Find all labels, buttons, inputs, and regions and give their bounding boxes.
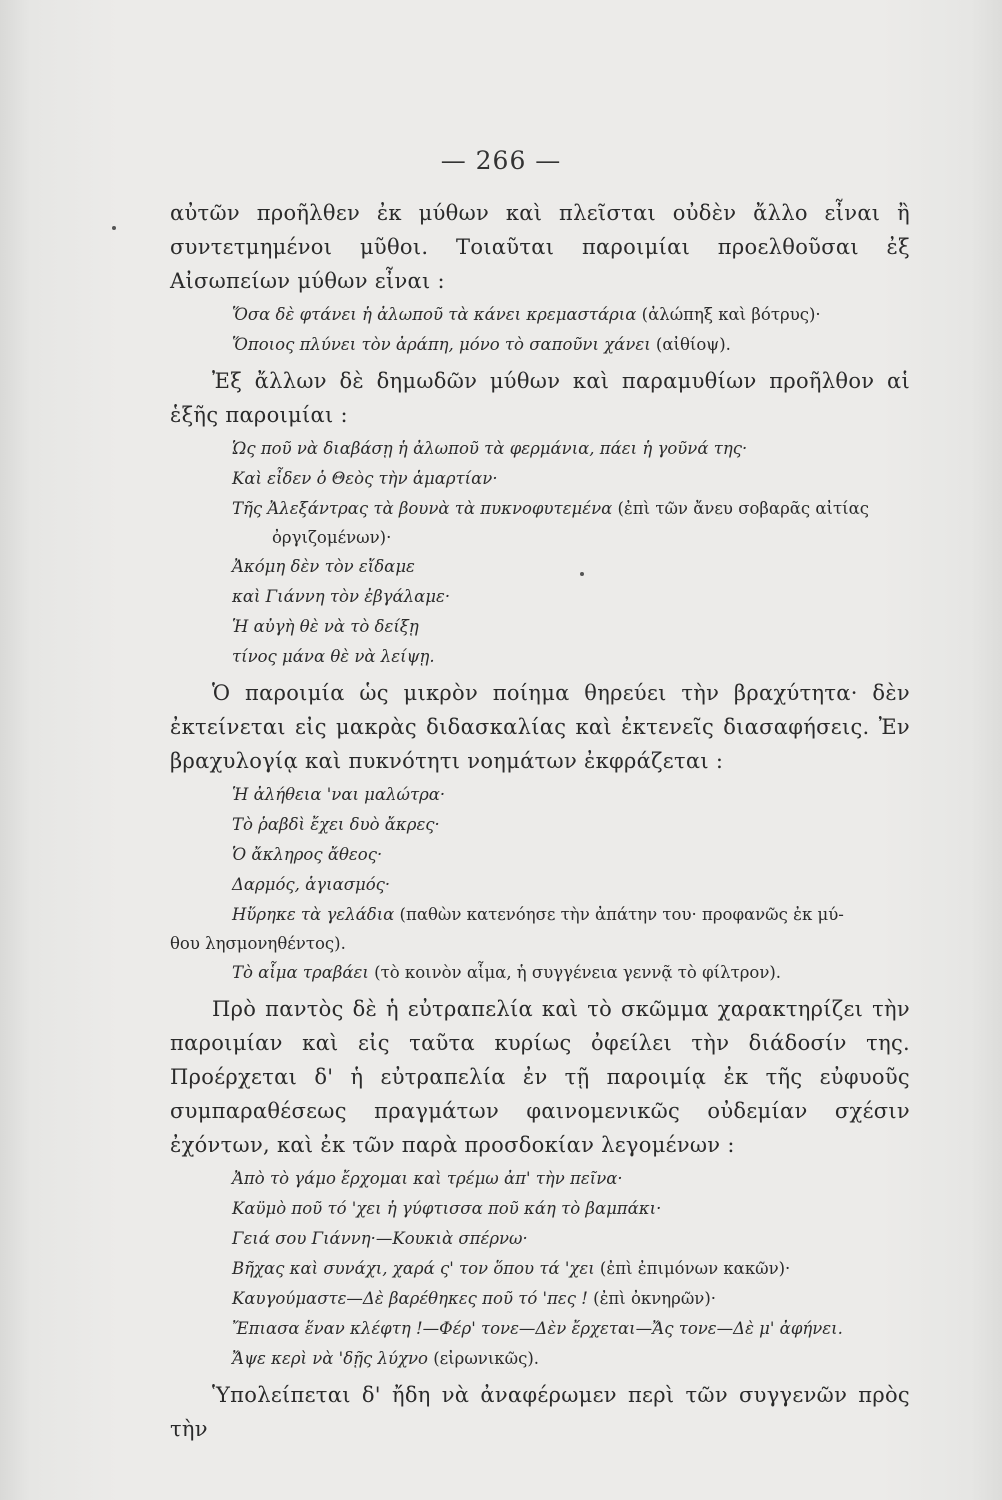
proverb-line	[232, 552, 910, 582]
proverb-note: (παθὼν κατενόησε τὴν ἀπάτην του· προφανῶς ἐκ μύ-	[394, 905, 844, 924]
proverb-line	[232, 612, 910, 642]
proverb-line	[232, 434, 910, 464]
quote-block-1	[170, 300, 910, 360]
paragraph-3: Ὁ παροιμία ὡς μικρὸν ποίημα θηρεύει τὴν βραχύτητα· δὲν ἐκτείνεται εἰς μακρὰς διδασκαλίας καὶ ἐκτενεῖς διασαφήσεις. Ἐν βραχυλογίᾳ καὶ πυκνότητι νοημάτων ἐκφράζεται :	[170, 681, 910, 773]
proverb-line	[232, 494, 910, 524]
proverb-line	[232, 330, 910, 360]
proverb-line	[232, 1224, 910, 1254]
quote-block-2	[170, 434, 910, 672]
proverb-note: (εἰρωνικῶς).	[427, 1349, 539, 1368]
proverb-text: Τὸ ῥαβδὶ ἔχει δυὸ ἄκρες·	[232, 815, 440, 834]
proverb-text: Ἀπὸ τὸ γάμο ἔρχομαι καὶ τρέμω ἀπ' τὴν πεῖνα·	[232, 1169, 623, 1188]
proverb-line	[232, 810, 910, 840]
proverb-note: (ἀλώπηξ καὶ βότρυς)·	[636, 305, 821, 324]
proverb-line	[272, 524, 910, 552]
paragraph-2: Ἐξ ἄλλων δὲ δημωδῶν μύθων καὶ παραμυθίων προῆλθον αἱ ἑξῆς παροιμίαι :	[170, 369, 910, 427]
proverb-text: Καὶ εἶδεν ὁ Θεὸς τὴν ἁμαρτίαν·	[232, 469, 498, 488]
proverb-text: Ὅποιος πλύνει τὸν ἀράπη, μόνο τὸ σαποῦνι χάνει	[232, 335, 651, 354]
proverb-text: Γειά σου Γιάννη·—Κουκιὰ σπέρνω·	[232, 1229, 528, 1248]
proverb-text: Ἄψε κερὶ νὰ 'δῇς λύχνο	[232, 1349, 428, 1368]
proverb-line	[232, 900, 910, 930]
proverb-note: θου λησμονηθέντος).	[170, 934, 346, 953]
proverb-text: Ὅσα δὲ φτάνει ἡ ἀλωποῦ τὰ κάνει κρεμαστάρια	[232, 305, 637, 324]
proverb-text: Τῆς Ἀλεξάντρας τὰ βουνὰ τὰ πυκνοφυτεμένα	[232, 499, 613, 518]
ink-speck	[112, 226, 116, 230]
proverb-text: Ἀκόμη δὲν τὸν εἴδαμε	[232, 557, 415, 576]
page-number: — 266 —	[440, 146, 562, 175]
proverb-text: Ἡ ἀλήθεια 'ναι μαλώτρα·	[232, 785, 446, 804]
proverb-line	[232, 780, 910, 810]
proverb-text: Ἡ αὐγὴ θὲ νὰ τὸ δείξῃ	[232, 617, 419, 636]
proverb-text: Τὸ αἷμα τραβάει	[232, 963, 369, 982]
proverb-line	[232, 1344, 910, 1374]
proverb-text: Ἔπιασα ἕναν κλέφτη !—Φέρ' τονε—Δὲν ἔρχεται—Ἄς τονε—Δὲ μ' ἀφήνει.	[232, 1319, 843, 1338]
proverb-line	[232, 464, 910, 494]
proverb-line	[232, 1164, 910, 1194]
proverb-note: (τὸ κοινὸν αἷμα, ἡ συγγένεια γεννᾷ τὸ φίλτρον).	[368, 963, 782, 982]
proverb-text: καὶ Γιάννη τὸν ἐβγάλαμε·	[232, 587, 451, 606]
proverb-text: Καυγούμαστε—Δὲ βαρέθηκες ποῦ τό 'πες !	[232, 1289, 588, 1308]
body-text	[170, 196, 910, 1446]
paragraph-4: Πρὸ παντὸς δὲ ἡ εὐτραπελία καὶ τὸ σκῶμμα χαρακτηρίζει τὴν παροιμίαν καὶ εἰς ταῦτα κυρίως ὀφείλει τὴν διάδοσίν της. Προέρχεται δ' ἡ εὐτραπελία ἐν τῇ παροιμίᾳ ἐκ τῆς εὐφυοῦς συμπαραθέσεως πραγμάτων φαινομενικῶς οὐδεμίαν σχέσιν ἐχόντων, καὶ ἐκ τῶν παρὰ προσδοκίαν λεγομένων :	[170, 997, 910, 1157]
proverb-line	[232, 1194, 910, 1224]
proverb-note: ὀργιζομένων)·	[272, 528, 392, 547]
proverb-line	[232, 1254, 910, 1284]
proverb-line	[232, 582, 910, 612]
proverb-text: Βῆχας καὶ συνάχι, χαρά ς' τον ὅπου τά 'χει	[232, 1259, 595, 1278]
proverb-note: (ἐπὶ τῶν ἄνευ σοβαρᾶς αἰτίας	[612, 499, 869, 518]
proverb-text: τίνος μάνα θὲ νὰ λείψῃ.	[232, 647, 435, 666]
proverb-line	[232, 1314, 910, 1344]
proverb-note: (ἐπὶ ἐπιμόνων κακῶν)·	[594, 1259, 791, 1278]
proverb-line	[232, 642, 910, 672]
proverb-line	[232, 1284, 910, 1314]
proverb-line	[232, 870, 910, 900]
proverb-line	[170, 930, 910, 958]
quote-block-3	[170, 780, 910, 988]
paragraph-5: Ὑπολείπεται δ' ἤδη νὰ ἀναφέρωμεν περὶ τῶν συγγενῶν πρὸς τὴν	[170, 1383, 910, 1441]
proverb-note: (αἰθίοψ).	[650, 335, 731, 354]
proverb-line	[232, 958, 910, 988]
proverb-line	[232, 300, 910, 330]
proverb-text: Καϋμὸ ποῦ τό 'χει ἡ γύφτισσα ποῦ κάη τὸ βαμπάκι·	[232, 1199, 662, 1218]
quote-block-4	[170, 1164, 910, 1374]
proverb-text: Δαρμός, ἁγιασμός·	[232, 875, 391, 894]
proverb-text: Ὁ ἄκληρος ἄθεος·	[232, 845, 383, 864]
proverb-note: (ἐπὶ ὀκνηρῶν)·	[587, 1289, 717, 1308]
proverb-text: Ηὕρηκε τὰ γελάδια	[232, 905, 395, 924]
paragraph-1: αὐτῶν προῆλθεν ἐκ μύθων καὶ πλεῖσται οὐδὲν ἄλλο εἶναι ἢ συντετμημένοι μῦθοι. Τοιαῦται παροιμίαι προελθοῦσαι ἐξ Αἰσωπείων μύθων εἶναι :	[170, 201, 910, 293]
proverb-line	[232, 840, 910, 870]
proverb-text: Ὡς ποῦ νὰ διαβάσῃ ἡ ἀλωποῦ τὰ φερμάνια, πάει ἡ γοῦνά της·	[232, 439, 748, 458]
ink-speck	[580, 572, 584, 576]
